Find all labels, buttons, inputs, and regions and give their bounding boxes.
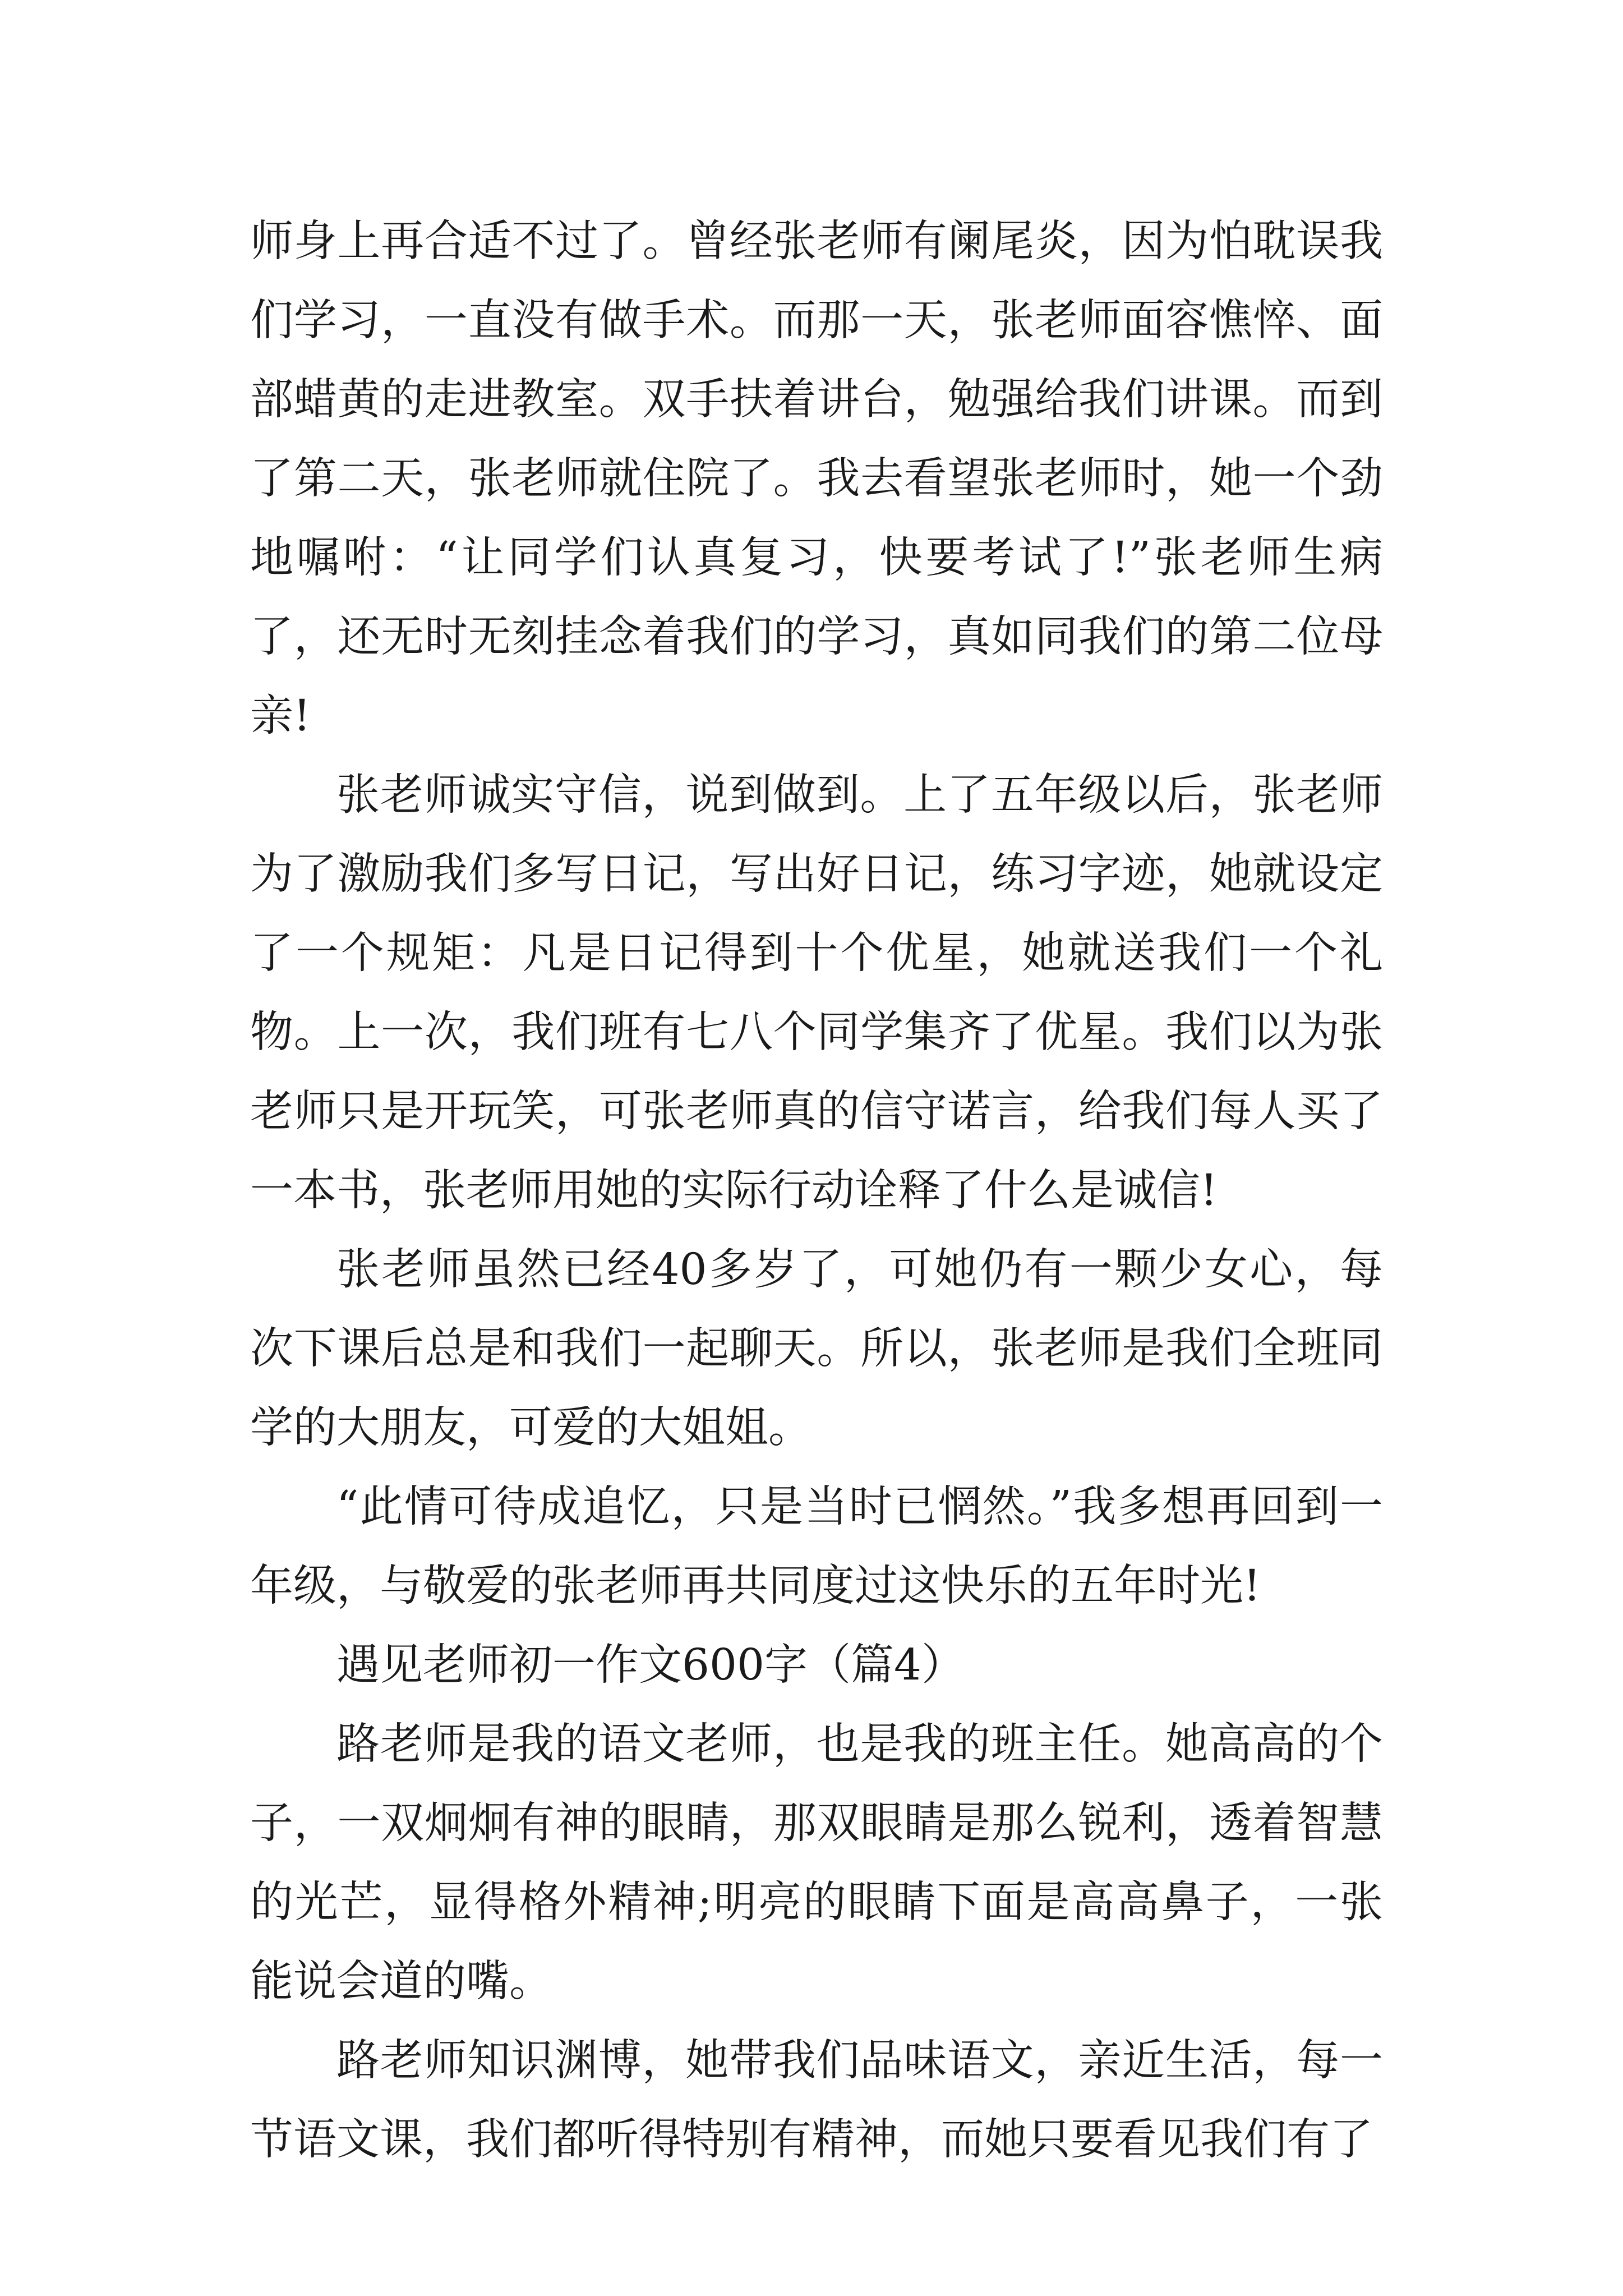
- paragraph-memory: “此情可待成追忆，只是当时已惘然。”我多想再回到一年级，与敬爱的张老师再共同度过这快乐的五年时光!: [250, 1482, 1383, 1611]
- paragraph-knowledge: 路老师知识渊博，她带我们品味语文，亲近生活，每一节语文课，我们都听得特别有精神，而她只要看见我们有了: [250, 2036, 1383, 2165]
- paragraph-teacher-lu: 路老师是我的语文老师，也是我的班主任。她高高的个子，一双炯炯有神的眼睛，那双眼睛是那么锐利，透着智慧的光芒，显得格外精神;明亮的眼睛下面是高高鼻子，一张能说会道的嘴。: [250, 1719, 1383, 2007]
- paragraph-big-friend: 张老师虽然已经40多岁了，可她仍有一颗少女心，每次下课后总是和我们一起聊天。所以，张老师是我们全班同学的大朋友，可爱的大姐姐。: [250, 1245, 1383, 1453]
- paragraph-continuation: 师身上再合适不过了。曾经张老师有阑尾炎，因为怕耽误我们学习，一直没有做手术。而那一天，张老师面容憔悴、面部蜡黄的走进教室。双手扶着讲台，勉强给我们讲课。而到了第二天，张老师就住院了。我去看望张老师时，她一个劲地嘱咐：“让同学们认真复习，快要考试了!”张老师生病了，还无时无刻挂念着我们的学习，真如同我们的第二位母亲!: [250, 217, 1383, 741]
- document-body: [250, 202, 1383, 2179]
- paragraph-honesty: 张老师诚实守信，说到做到。上了五年级以后，张老师为了激励我们多写日记，写出好日记，练习字迹，她就设定了一个规矩：凡是日记得到十个优星，她就送我们一个礼物。上一次，我们班有七八个同学集齐了优星。我们以为张老师只是开玩笑，可张老师真的信守诺言，给我们每人买了一本书，张老师用她的实际行动诠释了什么是诚信!: [250, 770, 1383, 1216]
- essay-heading: 遇见老师初一作文600字（篇4）: [336, 1640, 965, 1690]
